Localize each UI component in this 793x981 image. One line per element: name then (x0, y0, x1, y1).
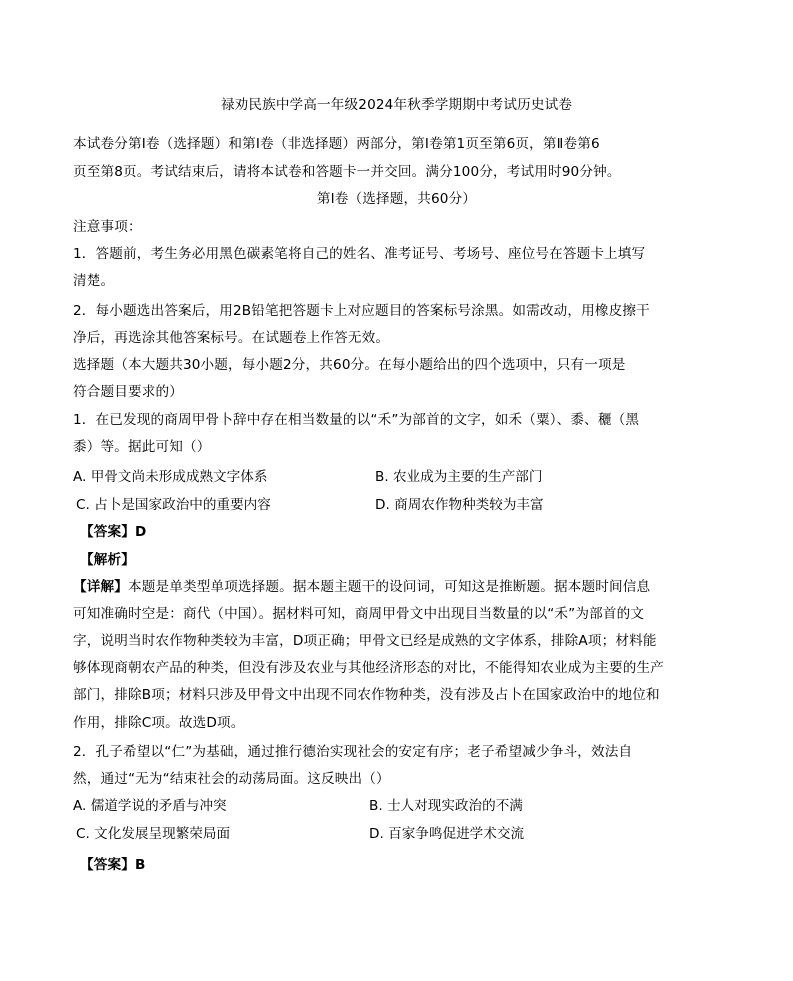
q2-stem-line-2: 然，通过“无为“结束社会的动荡局面。这反映出（） (73, 771, 390, 787)
q1-detail-line-1 (73, 578, 650, 596)
q2-option-a: A. 儒道学说的矛盾与冲突 (73, 798, 227, 814)
q1-analysis-label: 【解析】 (80, 552, 135, 568)
notice-line-4: 净后，再选涂其他答案标号。在试题卷上作答无效。 (73, 330, 390, 346)
q1-detail-line-4: 够体现商朝农产品的种类，但没有涉及农业与其他经济形态的对比，不能得知农业成为主要的生产 (73, 660, 664, 676)
q1-option-c: C. 占卜是国家政治中的重要内容 (76, 497, 271, 513)
q2-option-d: D. 百家争鸣促进学术交流 (369, 826, 525, 842)
q1-stem-line-2: 黍）等。据此可知（） (73, 439, 211, 455)
q1-detail-line-3: 字，说明当时农作物种类较为丰富，D项正确；甲骨文已经是成熟的文字体系，排除A项；材料能 (73, 633, 657, 649)
q1-option-b: B. 农业成为主要的生产部门 (375, 469, 543, 485)
document-title: 禄劝民族中学高一年级2024年秋季学期期中考试历史试卷 (220, 97, 573, 113)
intro-line-2: 页至第8页。考试结束后，请将本试卷和答题卡一并交回。满分100分，考试用时90分钟。 (73, 164, 621, 180)
q2-option-b: B. 士人对现实政治的不满 (369, 798, 523, 814)
q1-option-d: D. 商周农作物种类较为丰富 (375, 497, 544, 513)
q1-detail-line-2: 可知准确时空是：商代（中国）。据材料可知，商周甲骨文中出现目当数量的以“禾”为部首的文 (73, 606, 645, 622)
choice-instructions-line-1: 选择题（本大题共30小题，每小题2分，共60分。在每小题给出的四个选项中，只有一项是 (73, 357, 626, 373)
q1-answer (80, 523, 146, 541)
notice-line-3: 2．每小题选出答案后，用2B铅笔把答题卡上对应题目的答案标号涂黑。如需改动，用橡皮擦干 (73, 303, 650, 319)
q1-detail-line-5: 部门，排除B项；材料只涉及甲骨文中出现不同农作物种类，没有涉及占卜在国家政治中的地位和 (73, 687, 660, 703)
section-heading: 第Ⅰ卷（选择题，共60分） (316, 191, 477, 207)
q1-stem-line-1: 1．在已发现的商周甲骨卜辞中存在相当数量的以“禾”为部首的文字，如禾（粟）、黍、穲（黑 (73, 412, 640, 428)
q2-answer (80, 856, 146, 874)
q1-detail-text-1: 本题是单类型单项选择题。据本题主题干的设问词，可知这是推断题。据本题时间信息 (127, 579, 651, 595)
notice-line-2: 清楚。 (73, 273, 115, 289)
choice-instructions-line-2: 符合题目要求的） (73, 384, 183, 400)
q1-answer-label: 【答案】 (80, 524, 135, 540)
q1-detail-line-6: 作用，排除C项。故选D项。 (73, 715, 245, 731)
notice-title: 注意事项： (73, 219, 142, 235)
intro-line-1: 本试卷分第Ⅰ卷（选择题）和第Ⅰ卷（非选择题）两部分，第Ⅰ卷第1页至第6页，第Ⅱ卷第6 (73, 136, 600, 152)
q2-answer-value: B (134, 857, 146, 873)
q2-answer-label: 【答案】 (80, 857, 135, 873)
q2-stem-line-1: 2．孔子希望以“仁”为基础，通过推行德治实现社会的安定有序；老子希望减少争斗，效法自 (73, 744, 633, 760)
notice-line-1: 1．答题前，考生务必用黑色碳素笔将自己的姓名、准考证号、考场号、座位号在答题卡上填写 (73, 246, 646, 262)
q1-answer-value: D (134, 524, 147, 540)
q2-option-c: C. 文化发展呈现繁荣局面 (76, 826, 231, 842)
q1-detail-label: 【详解】 (73, 579, 128, 595)
q1-option-a: A. 甲骨文尚未形成成熟文字体系 (73, 469, 268, 485)
